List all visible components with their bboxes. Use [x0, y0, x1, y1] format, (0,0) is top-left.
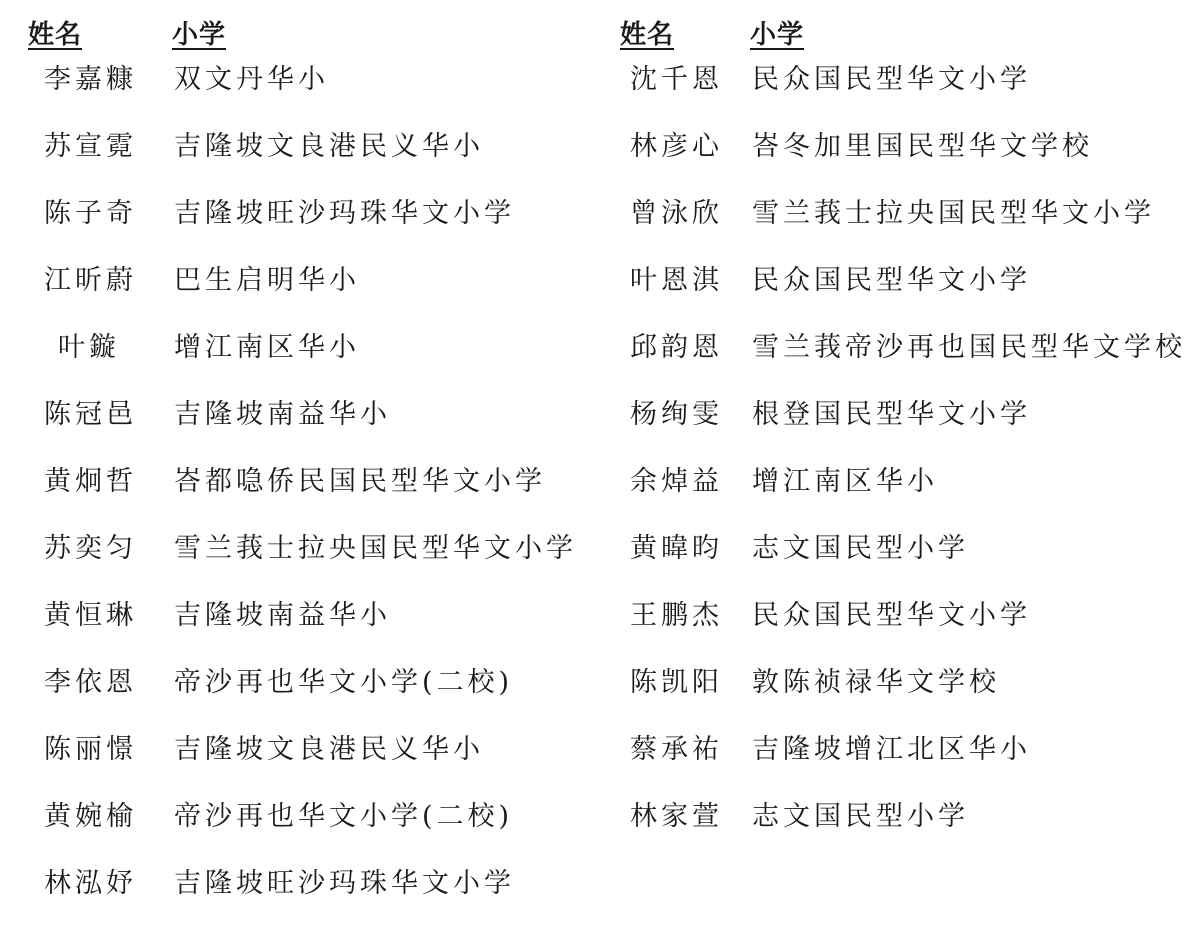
student-name: 陈冠邑: [44, 399, 137, 430]
table-row: [590, 462, 1189, 529]
student-name: 王鹏杰: [630, 600, 723, 631]
table-row: [590, 194, 1189, 261]
right-school-header: 小学: [750, 20, 805, 50]
student-name: 林彦心: [630, 131, 723, 162]
table-row: [590, 395, 1189, 462]
student-name: 苏奕匀: [44, 533, 137, 564]
student-name: 曾泳欣: [630, 198, 723, 229]
student-name: 蔡承祐: [630, 734, 723, 765]
left-rows: [0, 60, 590, 931]
school-name: 吉隆坡南益华小: [174, 399, 391, 430]
student-name: 李依恩: [44, 667, 137, 698]
school-name: 民众国民型华文小学: [752, 265, 1031, 296]
table-row: [590, 730, 1189, 797]
school-name: 巴生启明华小: [174, 265, 360, 296]
table-row: [0, 395, 590, 462]
left-name-header: 姓名: [28, 20, 83, 50]
student-name: 邱韵恩: [630, 332, 723, 363]
school-name: 雪兰莪士拉央国民型华文小学: [174, 533, 577, 564]
table-row: [0, 328, 590, 395]
school-name: 吉隆坡旺沙玛珠华文小学: [174, 198, 515, 229]
student-name: 林家萱: [630, 801, 723, 832]
school-name: 吉隆坡旺沙玛珠华文小学: [174, 868, 515, 899]
school-name: 吉隆坡文良港民义华小: [174, 734, 484, 765]
school-name: 雪兰莪帝沙再也国民型华文学校: [752, 332, 1186, 363]
table-row: [0, 797, 590, 864]
table-row: [0, 60, 590, 127]
school-name: 民众国民型华文小学: [752, 64, 1031, 95]
school-name: 峇冬加里国民型华文学校: [752, 131, 1093, 162]
student-name: 江昕蔚: [44, 265, 137, 296]
school-name: 增江南区华小: [174, 332, 360, 363]
student-name: 叶鏇: [58, 332, 120, 363]
student-name: 陈丽憬: [44, 734, 137, 765]
right-rows: [590, 60, 1189, 864]
table-row: [590, 60, 1189, 127]
student-name: 林泓妤: [44, 868, 137, 899]
table-row: [0, 730, 590, 797]
student-name: 黄暐昀: [630, 533, 723, 564]
table-row: [0, 529, 590, 596]
school-name: 吉隆坡南益华小: [174, 600, 391, 631]
school-name: 雪兰莪士拉央国民型华文小学: [752, 198, 1155, 229]
table-row: [590, 663, 1189, 730]
school-name: 增江南区华小: [752, 466, 938, 497]
school-name: 根登国民型华文小学: [752, 399, 1031, 430]
school-name: 敦陈祯禄华文学校: [752, 667, 1000, 698]
table-row: [590, 596, 1189, 663]
table-row: [0, 194, 590, 261]
student-name: 黄恒琳: [44, 600, 137, 631]
table-row: [590, 127, 1189, 194]
student-name: 叶恩淇: [630, 265, 723, 296]
student-name: 陈子奇: [44, 198, 137, 229]
table-row: [590, 797, 1189, 864]
student-name: 黄炯哲: [44, 466, 137, 497]
table-row: [0, 127, 590, 194]
school-name: 民众国民型华文小学: [752, 600, 1031, 631]
student-name: 陈凯阳: [630, 667, 723, 698]
school-name: 志文国民型小学: [752, 533, 969, 564]
table-row: [0, 261, 590, 328]
school-name: 峇都喼侨民国民型华文小学: [174, 466, 546, 497]
table-row: [590, 328, 1189, 395]
student-name: 杨绚雯: [630, 399, 723, 430]
school-name: 志文国民型小学: [752, 801, 969, 832]
right-name-header: 姓名: [620, 20, 675, 50]
school-name: 帝沙再也华文小学(二校): [174, 801, 514, 832]
student-name: 黄婉榆: [44, 801, 137, 832]
student-name: 李嘉糠: [44, 64, 137, 95]
left-school-header: 小学: [172, 20, 227, 50]
table-row: [0, 864, 590, 931]
student-name: 沈千恩: [630, 64, 723, 95]
school-name: 吉隆坡增江北区华小: [752, 734, 1031, 765]
table-row: [590, 529, 1189, 596]
table-row: [0, 462, 590, 529]
student-name: 余焯益: [630, 466, 723, 497]
school-name: 吉隆坡文良港民义华小: [174, 131, 484, 162]
student-name: 苏宣霓: [44, 131, 137, 162]
table-row: [0, 663, 590, 730]
school-name: 帝沙再也华文小学(二校): [174, 667, 514, 698]
school-name: 双文丹华小: [174, 64, 329, 95]
table-row: [0, 596, 590, 663]
table-row: [590, 261, 1189, 328]
